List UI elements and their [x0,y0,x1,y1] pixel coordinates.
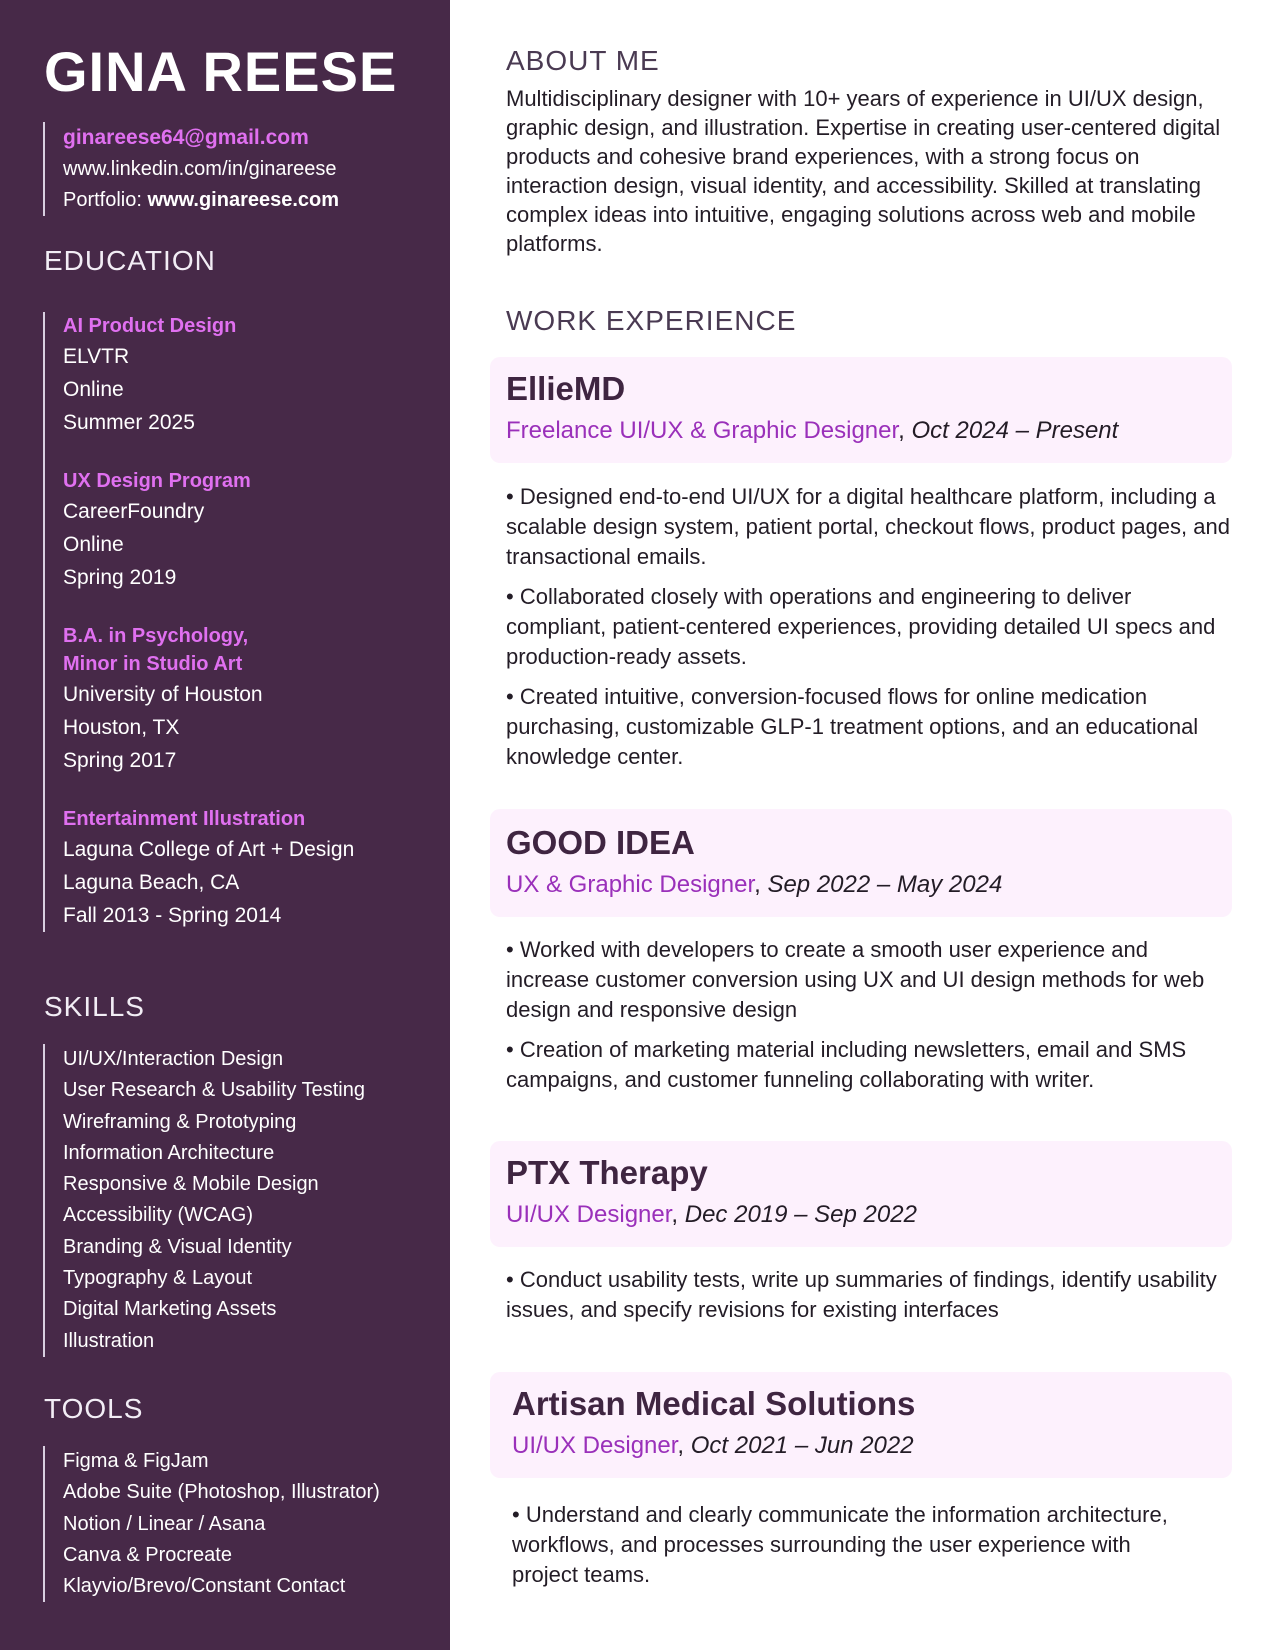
about-text: Multidisciplinary designer with 10+ years of experience in UI/UX design, graphic design, and illustration. Expertise in creating user-centered digital products and cohesive brand experiences, with a strong focus on interaction design, visual identity, and accessibility. Skilled at translating complex ideas into intuitive, engaging solutions across web and mobile platforms. [506,86,1221,256]
about-heading: ABOUT ME [506,45,660,76]
role-line: UX & Graphic Designer, Sep 2022 – May 2024 [506,871,1003,898]
job-bullet: • Created intuitive, conversion-focused flows for online medication purchasing, customizable GLP-1 treatment options, and an educational knowledge center. [506,684,1199,769]
skill-item: Illustration [63,1329,155,1352]
job-role: Freelance UI/UX & Graphic Designer [506,417,899,444]
job-role: UI/UX Designer [512,1432,678,1459]
education-school: University of Houston [63,683,263,706]
education-title: B.A. in Psychology, [63,625,249,647]
portfolio-line [63,185,443,216]
education-location: Online [63,533,124,556]
company-name: PTX Therapy [506,1154,708,1191]
role-line: UI/UX Designer, Dec 2019 – Sep 2022 [506,1201,917,1228]
job-bullet: • Collaborated closely with operations and engineering to deliver compliant, patient-centered experiences, providing detailed UI specs and production-ready assets. [506,584,1216,669]
education-entry [63,312,433,439]
job-header-good-idea [490,809,1232,917]
skills-list [43,1044,433,1357]
job-bullet: • Creation of marketing material including newsletters, email and SMS campaigns, and customer funneling collaborating with writer. [506,1037,1187,1092]
role-line: Freelance UI/UX & Graphic Designer, Oct 2024 – Present [506,417,1119,444]
education-location: Online [63,378,124,401]
job-dates: Oct 2024 – Present [911,417,1119,444]
job-bullet: • Designed end-to-end UI/UX for a digital healthcare platform, including a scalable design system, patient portal, checkout flows, product pages, and transactional emails. [506,484,1230,569]
skill-item: Digital Marketing Assets [63,1298,277,1321]
skill-item: User Research & Usability Testing [63,1079,365,1102]
education-entry [63,622,433,777]
portfolio-link[interactable]: www.ginareese.com [147,189,340,211]
job-bullet: • Worked with developers to create a smooth user experience and increase customer conversion using UX and UI design methods for web design and responsive design [506,937,1205,1022]
job-bullets [512,1500,1192,1600]
company-name: GOOD IDEA [506,824,695,861]
tool-item: Canva & Procreate [63,1543,232,1566]
linkedin-link[interactable]: www.linkedin.com/in/ginareese [63,158,337,180]
education-entry [63,805,433,932]
education-location: Houston, TX [63,716,180,739]
tool-item: Notion / Linear / Asana [63,1512,266,1535]
job-bullets [506,935,1236,1105]
education-date: Spring 2017 [63,749,177,772]
contact-info [43,122,443,216]
email-link[interactable]: ginareese64@gmail.com [63,126,309,149]
education-school: CareerFoundry [63,500,205,523]
job-dates: Oct 2021 – Jun 2022 [690,1432,914,1459]
work-experience-heading: WORK EXPERIENCE [506,305,797,336]
skill-item: Information Architecture [63,1141,275,1164]
education-date: Spring 2019 [63,566,177,589]
job-bullets [506,482,1236,782]
job-role: UX & Graphic Designer [506,871,755,898]
skill-item: Branding & Visual Identity [63,1235,292,1258]
skills-heading: SKILLS [44,991,145,1022]
sidebar [0,0,450,1650]
skill-item: UI/UX/Interaction Design [63,1048,284,1070]
education-location: Laguna Beach, CA [63,871,240,894]
candidate-name: GINA REESE [44,40,398,103]
education-title: Entertainment Illustration [63,808,306,830]
job-header-ptx-therapy [490,1141,1232,1247]
tools-heading: TOOLS [44,1393,144,1424]
skill-item: Wireframing & Prototyping [63,1110,297,1133]
skill-item: Responsive & Mobile Design [63,1173,319,1196]
education-list [43,312,433,932]
tool-item: Figma & FigJam [63,1450,209,1472]
education-title: AI Product Design [63,315,237,337]
job-header-elliemd [490,357,1232,463]
tool-item: Klayvio/Brevo/Constant Contact [63,1575,346,1598]
job-role: UI/UX Designer [506,1201,672,1228]
education-school: Laguna College of Art + Design [63,838,355,861]
education-date: Summer 2025 [63,411,195,434]
role-line: UI/UX Designer, Oct 2021 – Jun 2022 [512,1432,914,1459]
skill-item: Accessibility (WCAG) [63,1204,254,1227]
tools-list [43,1446,443,1602]
education-title: UX Design Program [63,470,251,492]
job-bullet: • Conduct usability tests, write up summaries of findings, identify usability issues, and specify revisions for existing interfaces [506,1267,1217,1322]
job-bullet: • Understand and clearly communicate the information architecture, workflows, and processes surrounding the user experience with project teams. [512,1502,1168,1587]
education-school: ELVTR [63,345,130,368]
company-name: EllieMD [506,370,626,407]
job-dates: Sep 2022 – May 2024 [767,871,1003,898]
education-entry [63,467,433,594]
skill-item: Typography & Layout [63,1267,253,1290]
portfolio-label: Portfolio: [63,189,148,211]
job-bullets [506,1265,1236,1335]
education-date: Fall 2013 - Spring 2014 [63,904,282,927]
job-header-artisan-medical [490,1372,1232,1478]
tool-item: Adobe Suite (Photoshop, Illustrator) [63,1481,380,1504]
company-name: Artisan Medical Solutions [512,1385,916,1422]
job-dates: Dec 2019 – Sep 2022 [684,1201,917,1228]
education-title-minor: Minor in Studio Art [63,653,243,675]
education-heading: EDUCATION [44,245,216,276]
